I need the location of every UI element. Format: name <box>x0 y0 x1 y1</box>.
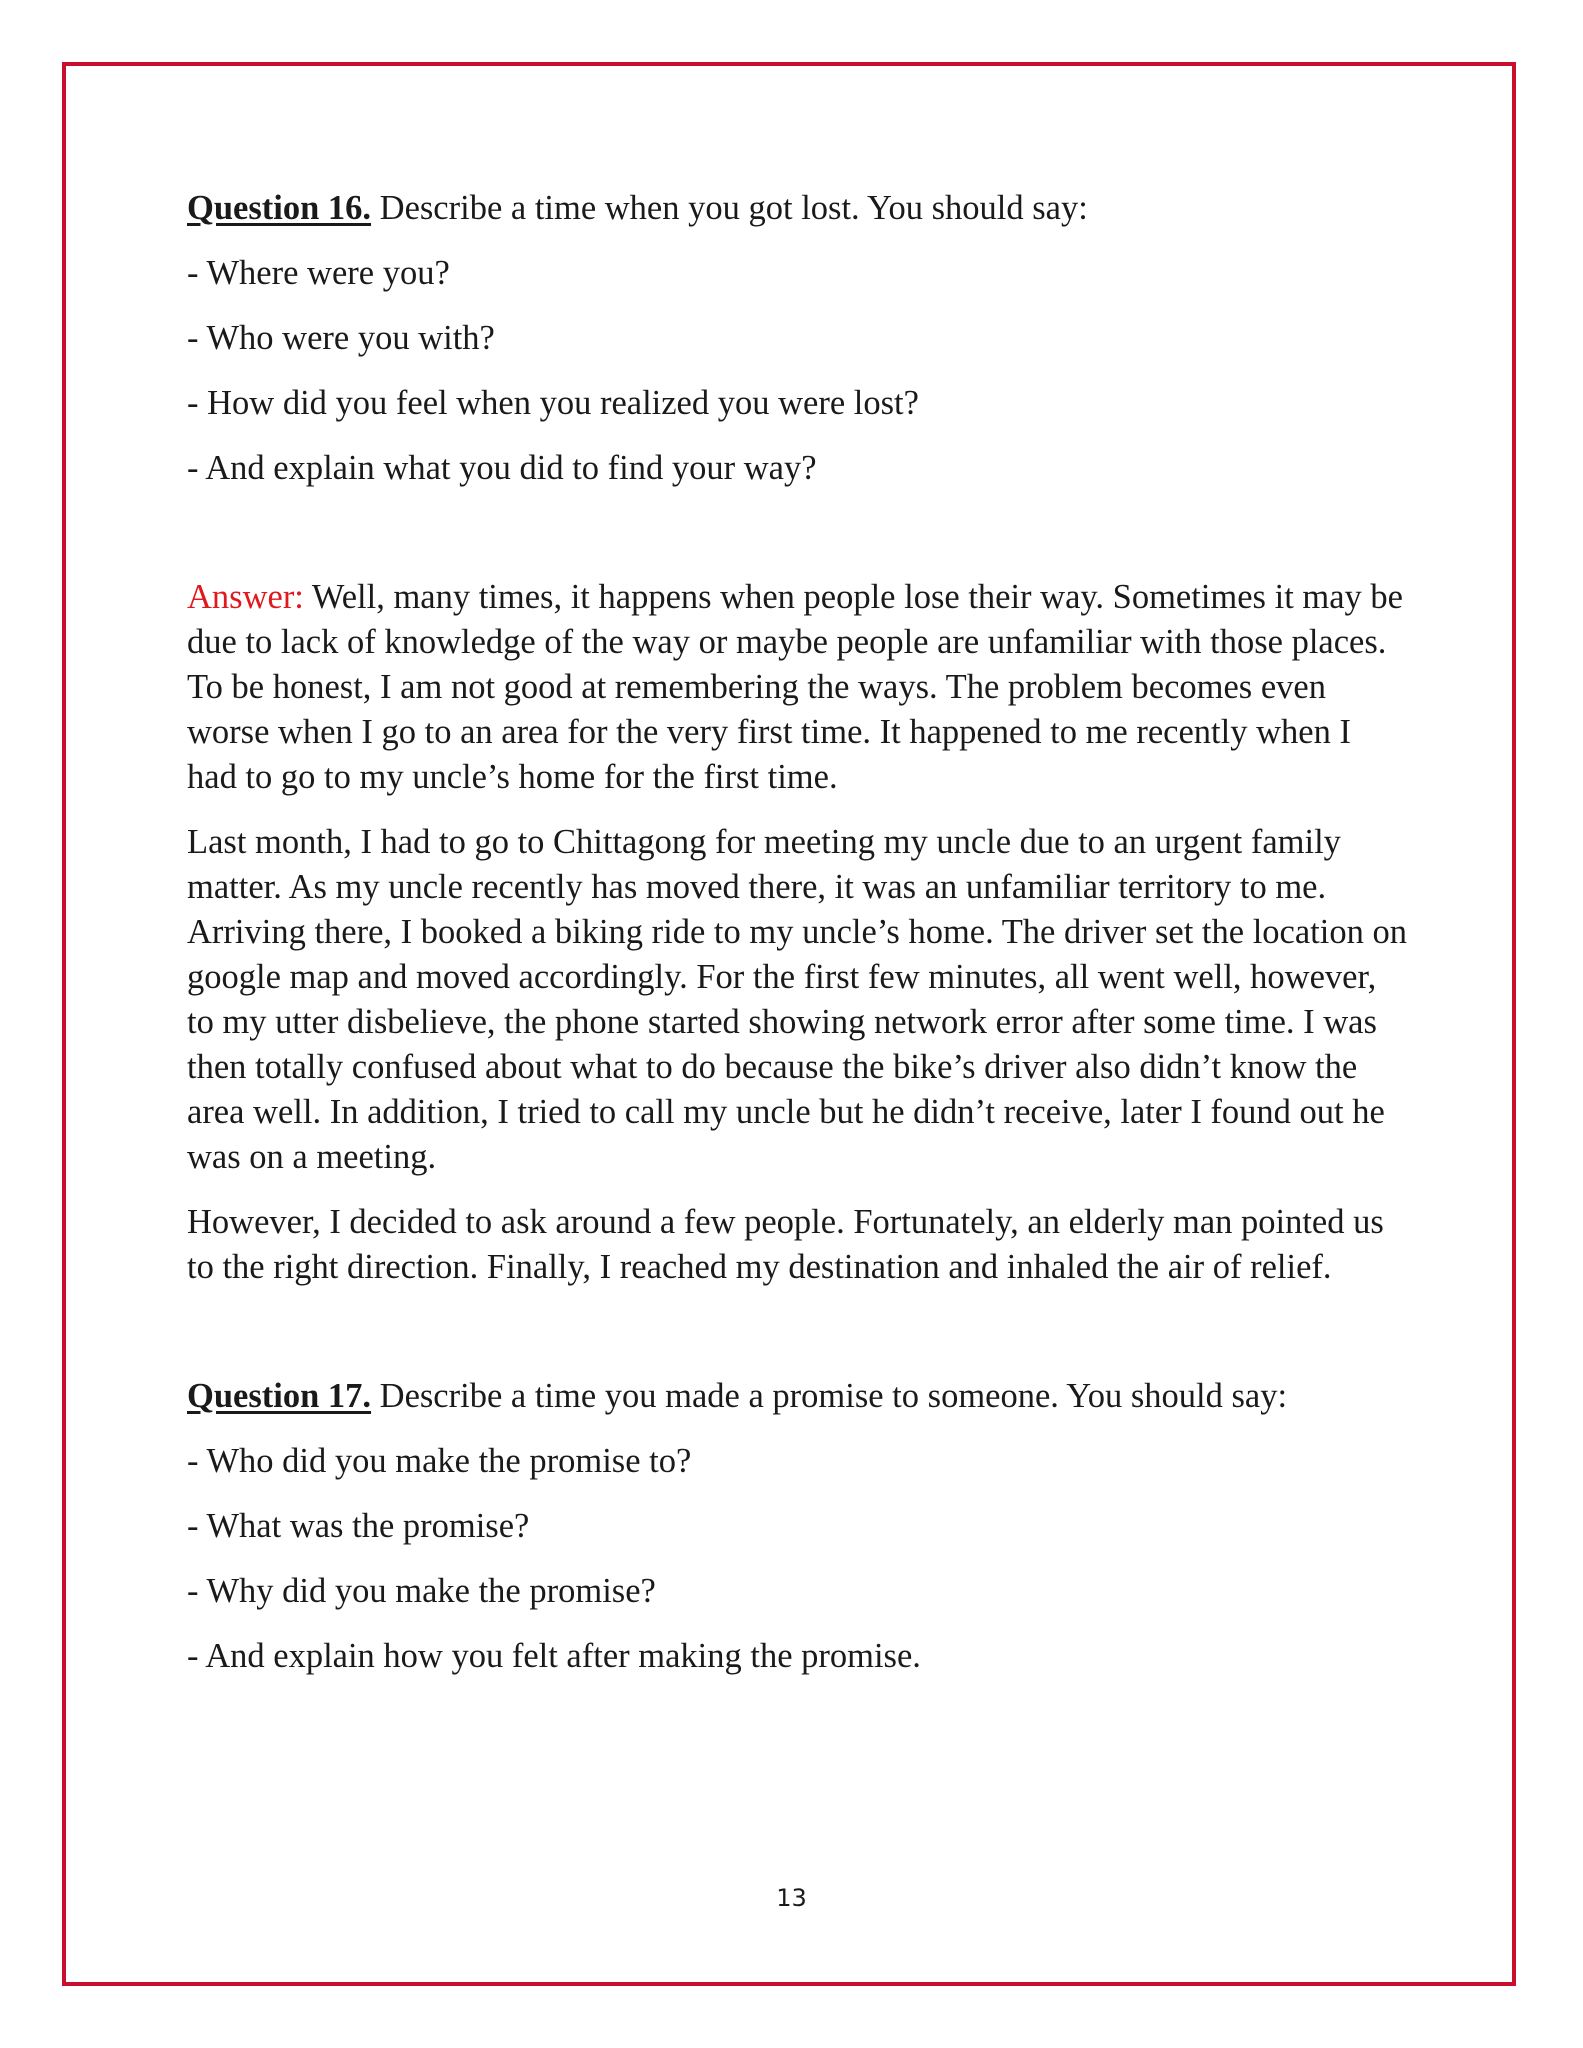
answer-label: Answer: <box>187 578 304 616</box>
question-16-bullet: - And explain what you did to find your way? <box>187 449 817 487</box>
spacer <box>187 1310 1407 1374</box>
question-17-prompt: Describe a time you made a promise to someone. You should say: <box>371 1377 1288 1415</box>
spacer <box>187 491 1407 575</box>
question-17-heading <box>187 1374 1407 1419</box>
document-body <box>187 186 1407 1679</box>
question-17-bullet: - Who did you make the promise to? <box>187 1442 692 1480</box>
question-16-number: Question 16. <box>187 189 372 227</box>
question-17-number: Question 17. <box>187 1377 372 1415</box>
question-16-heading <box>187 186 1407 231</box>
answer-paragraph-2: Last month, I had to go to Chittagong for meeting my uncle due to an urgent family matter. As my uncle recently has moved there, it was an unfamiliar territory to me. Arriving there, I booked a biking ride to my uncle’s home. The driver set the location on google map and moved accordingly. For the first few minutes, all went well, however, to my utter disbelieve, the phone started showing network error after some time. I was then totally confused about what to do because the bike’s driver also didn’t know the area well. In addition, I tried to call my uncle but he didn’t receive, later I found out he was on a meeting. <box>187 823 1407 1176</box>
answer-paragraph-3: However, I decided to ask around a few people. Fortunately, an elderly man pointed us to the right direction. Finally, I reached my destination and inhaled the air of relief. <box>187 1203 1384 1286</box>
answer-paragraph-1-text: Well, many times, it happens when people lose their way. Sometimes it may be due to lack of knowledge of the way or maybe people are unfamiliar with those places. To be honest, I am not good at remembering the ways. The problem becomes even worse when I go to an area for the very first time. It happened to me recently when I had to go to my uncle’s home for the first time. <box>187 578 1403 796</box>
question-16-prompt: Describe a time when you got lost. You should say: <box>371 189 1088 227</box>
question-17-bullet: - What was the promise? <box>187 1507 530 1545</box>
question-16-bullet: - Where were you? <box>187 254 450 292</box>
page-number: 13 <box>776 1884 807 1912</box>
question-16-bullet: - Who were you with? <box>187 319 495 357</box>
question-16-bullet: - How did you feel when you realized you were lost? <box>187 384 919 422</box>
question-17-bullet: - And explain how you felt after making the promise. <box>187 1637 921 1675</box>
answer-paragraph-1 <box>187 575 1407 800</box>
question-17-bullet: - Why did you make the promise? <box>187 1572 656 1610</box>
